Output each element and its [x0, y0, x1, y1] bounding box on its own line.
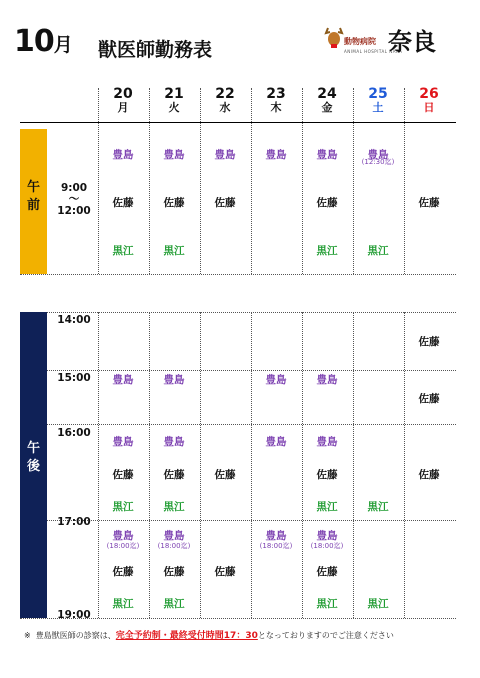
day-number: 26: [419, 86, 439, 102]
doctor-sato: 佐藤: [112, 469, 134, 481]
doctor-kuro: 黒江: [367, 598, 389, 610]
doctor-kuro: 黒江: [367, 245, 389, 257]
month-number: 10: [14, 24, 54, 59]
doctor-sato: 佐藤: [112, 197, 134, 209]
doctor-kuro: 黒江: [163, 598, 185, 610]
pm-time-1500: 15:00: [57, 372, 91, 384]
day-header: [353, 86, 403, 114]
day-of-week: 日: [423, 101, 435, 114]
deer-logo-icon: [322, 26, 346, 48]
doctor-sato: 佐藤: [316, 566, 338, 578]
day-header: [98, 86, 148, 114]
doctor-toyo: 豊島: [163, 436, 185, 448]
footnote-pre: 豊島獣医師の診察は、: [35, 631, 116, 640]
doctor-toyo: 豊島: [265, 374, 287, 386]
pm-block: [20, 312, 47, 618]
time-limit-note: (18:00迄): [310, 542, 344, 550]
doctor-sato: 佐藤: [163, 566, 185, 578]
doctor-sato: 佐藤: [163, 197, 185, 209]
doctor-kuro: 黒江: [316, 245, 338, 257]
day-number: 24: [317, 86, 337, 102]
pm-time-1400: 14:00: [57, 314, 91, 326]
doctor-kuro: 黒江: [367, 501, 389, 513]
doctor-sato: 佐藤: [214, 469, 236, 481]
row-divider: [20, 312, 456, 313]
doctor-toyo: 豊島: [163, 374, 185, 386]
pm-time-1700: 17:00: [57, 516, 91, 528]
time-limit-note: (18:00迄): [259, 542, 293, 550]
pm-label-text: 午後: [26, 441, 40, 474]
time-limit-note: (18:00迄): [157, 542, 191, 550]
column-divider: [200, 88, 201, 274]
doctor-sato: 佐藤: [418, 393, 440, 405]
doctor-toyo: 豊島: [112, 530, 134, 542]
am-time: [50, 182, 98, 217]
doctor-sato: 佐藤: [214, 197, 236, 209]
am-label-text: 午前: [26, 180, 40, 213]
doctor-kuro: 黒江: [112, 245, 134, 257]
am-time-start: 9:00: [60, 182, 88, 194]
doctor-sato: 佐藤: [163, 469, 185, 481]
row-divider: [20, 424, 456, 425]
column-divider: [353, 312, 354, 618]
column-divider: [251, 88, 252, 274]
header-divider: [20, 122, 456, 123]
doctor-sato: 佐藤: [214, 566, 236, 578]
doctor-toyo: 豊島: [163, 149, 185, 161]
doctor-kuro: 黒江: [316, 598, 338, 610]
doctor-sato: 佐藤: [112, 566, 134, 578]
doctor-toyo: 豊島: [112, 436, 134, 448]
hospital-logo: [322, 24, 462, 62]
doctor-toyo: 豊島: [265, 149, 287, 161]
month-unit: 月: [53, 34, 72, 56]
doctor-sato: 佐藤: [316, 197, 338, 209]
logo-main-text: 奈良: [388, 27, 436, 56]
time-limit-note: (18:00迄): [106, 542, 140, 550]
am-label: [20, 179, 47, 215]
doctor-kuro: 黒江: [163, 245, 185, 257]
day-header: [200, 86, 250, 114]
column-divider: [251, 312, 252, 618]
doctor-toyo: 豊島: [316, 530, 338, 542]
logo-english: ANIMAL HOSPITAL NARA: [344, 49, 403, 54]
day-header: [251, 86, 301, 114]
row-divider: [20, 370, 456, 371]
footnote-post: となっておりますのでご注意ください: [257, 631, 394, 640]
column-divider: [404, 88, 405, 274]
day-of-week: 月: [117, 101, 129, 114]
day-number: 23: [266, 86, 286, 102]
footnote-mark: ※: [24, 631, 31, 640]
day-header: [404, 86, 454, 114]
day-number: 22: [215, 86, 235, 102]
doctor-sato: 佐藤: [418, 469, 440, 481]
day-of-week: 火: [168, 101, 180, 114]
day-number: 25: [368, 86, 388, 102]
doctor-kuro: 黒江: [163, 501, 185, 513]
footnote-highlight: 完全予約制・最終受付時間17：30: [115, 631, 258, 641]
doctor-toyo: 豊島: [214, 149, 236, 161]
doctor-kuro: 黒江: [112, 598, 134, 610]
doctor-sato: 佐藤: [418, 197, 440, 209]
doctor-toyo: 豊島: [112, 149, 134, 161]
pm-label: [20, 440, 47, 476]
doctor-toyo: 豊島: [265, 436, 287, 448]
doctor-kuro: 黒江: [316, 501, 338, 513]
day-of-week: 土: [372, 101, 384, 114]
footnote: [24, 628, 394, 641]
logo-subtitle: 動物病院: [344, 37, 376, 46]
am-block: [20, 129, 47, 274]
doctor-sato: 佐藤: [316, 469, 338, 481]
doctor-toyo: 豊島: [316, 149, 338, 161]
day-number: 20: [113, 86, 133, 102]
row-divider: [20, 274, 456, 275]
pm-time-1900: 19:00: [57, 609, 91, 621]
day-of-week: 水: [219, 101, 231, 114]
am-time-tilde: 〜: [68, 193, 80, 205]
doctor-toyo: 豊島: [316, 436, 338, 448]
day-header: [302, 86, 352, 114]
am-time-end: 12:00: [57, 205, 91, 217]
pm-time-1600: 16:00: [57, 427, 91, 439]
page-title: 獣医師勤務表: [98, 39, 213, 61]
doctor-toyo: 豊島: [265, 530, 287, 542]
day-number: 21: [164, 86, 184, 102]
month-label: [14, 24, 72, 59]
doctor-toyo: 豊島: [316, 374, 338, 386]
doctor-sato: 佐藤: [418, 336, 440, 348]
doctor-toyo: 豊島: [112, 374, 134, 386]
day-of-week: 木: [270, 101, 282, 114]
day-of-week: 金: [321, 101, 333, 114]
column-divider: [404, 312, 405, 618]
doctor-kuro: 黒江: [112, 501, 134, 513]
doctor-toyo: 豊島: [367, 149, 389, 161]
doctor-toyo: 豊島: [163, 530, 185, 542]
time-limit-note: (12:30迄): [361, 158, 395, 166]
day-header: [149, 86, 199, 114]
